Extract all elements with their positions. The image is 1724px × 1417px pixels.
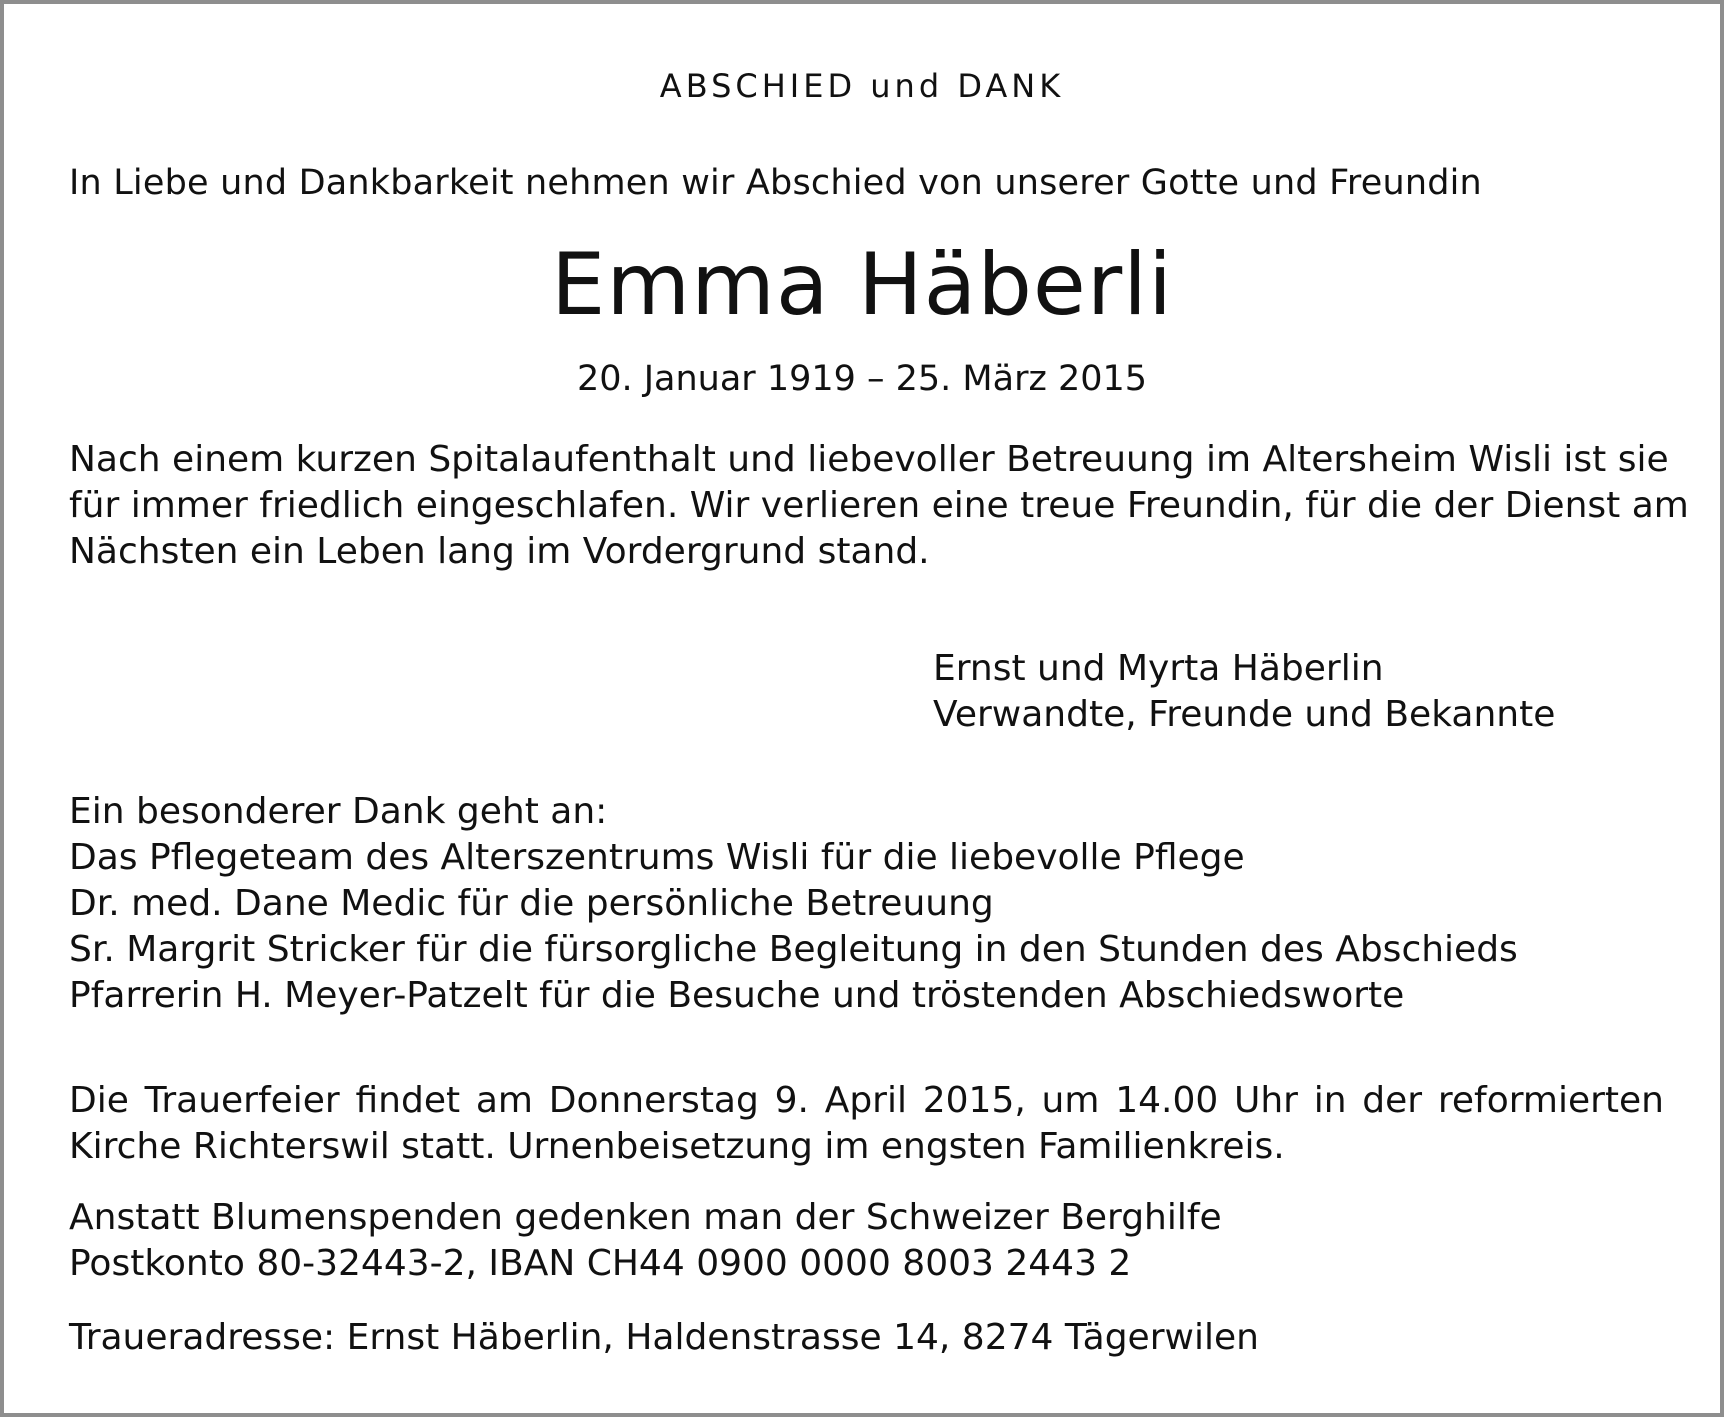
message-line: für immer friedlich eingeschlafen. Wir verlieren eine treue Freundin, für die der Dienst am — [69, 485, 1689, 526]
message-line: Nächsten ein Leben lang im Vordergrund stand. — [69, 531, 930, 572]
intro-text: In Liebe und Dankbarkeit nehmen wir Abschied von unserer Gotte und Freundin — [69, 163, 1482, 203]
mourning-address: Traueradresse: Ernst Häberlin, Haldenstrasse 14, 8274 Tägerwilen — [69, 1317, 1259, 1358]
service-line: Kirche Richterswil statt. Urnenbeisetzung im engsten Familienkreis. — [69, 1126, 1285, 1167]
message-line: Nach einem kurzen Spitalaufenthalt und liebevoller Betreuung im Altersheim Wisli ist sie — [69, 439, 1669, 480]
donation-section — [69, 1195, 1222, 1287]
signatory-line: Verwandte, Freunde und Bekannte — [933, 694, 1556, 735]
service-paragraph — [69, 1078, 1664, 1170]
thanks-item: Pfarrerin H. Meyer-Patzelt für die Besuche und tröstenden Abschiedsworte — [69, 975, 1405, 1016]
thanks-title: Ein besonderer Dank geht an: — [69, 791, 608, 832]
donation-line: Anstatt Blumenspenden gedenken man der Schweizer Berghilfe — [69, 1197, 1222, 1238]
thanks-section — [69, 789, 1518, 1019]
life-dates: 20. Januar 1919 – 25. März 2015 — [576, 359, 1148, 399]
signatory-line: Ernst und Myrta Häberlin — [933, 648, 1384, 689]
service-line: Die Trauerfeier findet am Donnerstag 9. April 2015, um 14.00 Uhr in der reformierten — [69, 1080, 1664, 1121]
thanks-item: Sr. Margrit Stricker für die fürsorgliche Begleitung in den Stunden des Abschieds — [69, 929, 1518, 970]
donation-line: Postkonto 80-32443-2, IBAN CH44 0900 0000 8003 2443 2 — [69, 1243, 1132, 1284]
deceased-name: Emma Häberli — [551, 235, 1173, 335]
thanks-item: Dr. med. Dane Medic für die persönliche Betreuung — [69, 883, 994, 924]
notice-heading: ABSCHIED und DANK — [659, 67, 1065, 105]
thanks-item: Das Pflegeteam des Alterszentrums Wisli für die liebevolle Pflege — [69, 837, 1245, 878]
message-paragraph — [69, 437, 1689, 575]
signatories — [933, 646, 1555, 738]
